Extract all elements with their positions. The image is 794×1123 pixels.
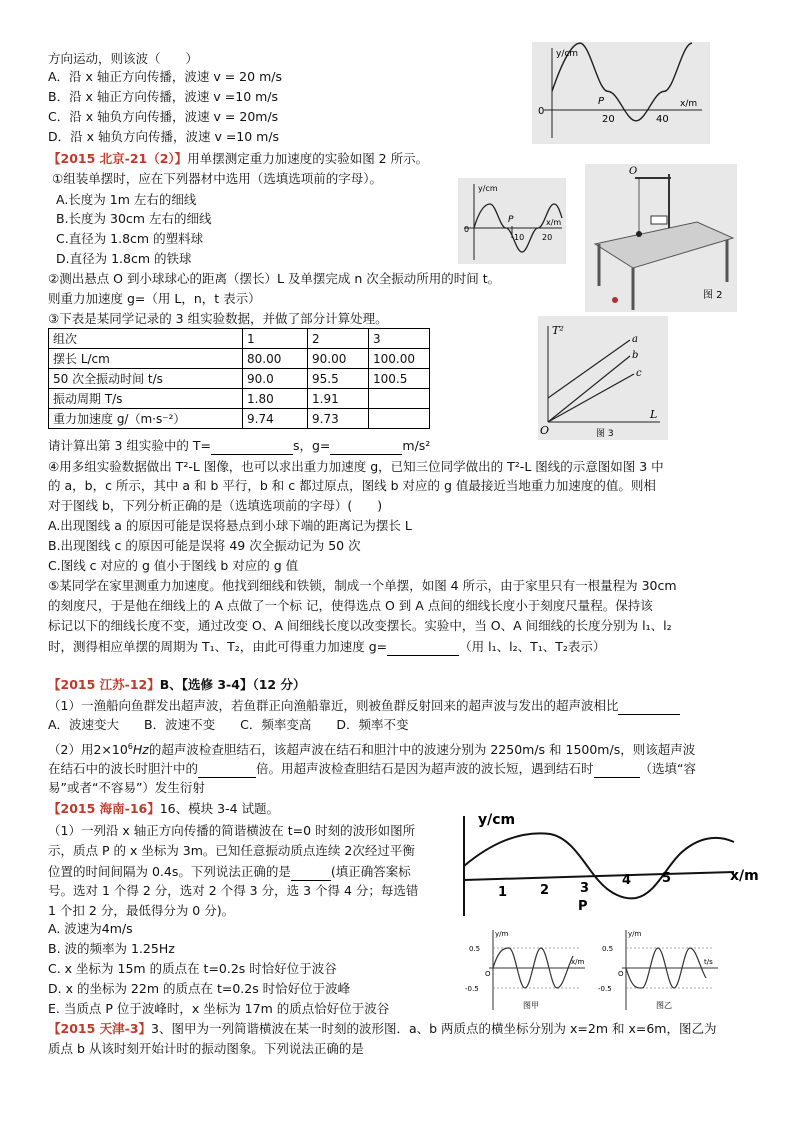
table-cell: 1.91 (308, 389, 369, 409)
q3-p1 (48, 696, 680, 715)
q2-header (48, 150, 428, 168)
q2-sub4-line3: 对于图线 b，下列分析正确的是（选填选项前的字母）( ) (48, 498, 383, 513)
experiment-data-table (48, 328, 430, 429)
figA-o: O (485, 970, 491, 978)
fig3-x-label: L (650, 408, 658, 421)
q1-fig-origin: 0 (538, 106, 545, 117)
q2-sub5-line3: 标记以下的细线长度不变，通过改变 O、A 间细线长度以改变摆长。实验中，当 O、A 间细线的长度分别为 l₁、l₂ (48, 618, 672, 633)
q4-line4: 号。选对 1 个得 2 分，选对 2 个得 3 分，选 3 个得 4 分；每选错 (48, 883, 419, 898)
q2-sub2a: ②测出悬点 O 到小球球心的距离（摆长）L 及单摆完成 n 次全振动所用的时间 t。 (48, 271, 501, 286)
q2-wave-t20: 20 (542, 233, 553, 242)
fig3-line-a: a (632, 334, 638, 345)
q1-option-c: C．沿 x 轴负方向传播，波速 v = 20m/s (48, 109, 279, 124)
q3-p2d: 倍。用超声波检查胆结石是因为超声波的波长短，遇到结石时 (256, 761, 594, 776)
table-header-cell: 2 (308, 329, 369, 349)
table-cell: 100.00 (369, 349, 430, 369)
table-cell: 80.00 (243, 349, 308, 369)
q4-opt-e: E. 当质点 P 位于波峰时，x 坐标为 17m 的质点恰好位于波谷 (48, 1001, 390, 1016)
table-header-cell: 1 (243, 329, 308, 349)
q4-opt-b: B. 波的频率为 1.25Hz (48, 941, 175, 956)
q3-p2-line3: 易”或者“不容易”）发生衍射 (48, 780, 205, 795)
answer-blank-g-formula[interactable] (387, 637, 459, 656)
figA-p5: 0.5 (469, 945, 481, 953)
table-cell: 1.80 (243, 389, 308, 409)
t2-l-graph-figure (538, 316, 668, 440)
q2-wave-y: y/cm (478, 184, 498, 193)
fig3-caption: 图 3 (596, 429, 614, 439)
q2-sub5-line1: ⑤某同学在家里测重力加速度。他找到细线和铁锁，制成一个单摆，如图 4 所示，由于家里只有一根量程为 30cm (48, 578, 677, 593)
q2-sub1: ①组装单摆时，应在下列器材中选用（选填选项前的字母）。 (52, 171, 382, 186)
q2-sub4-opt-b: B.出现图线 c 的原因可能是误将 49 次全振动记为 50 次 (48, 538, 361, 553)
q2-sub2b: 则重力加速度 g=（用 L，n，t 表示） (48, 291, 261, 306)
q4-fig-y: y/cm (478, 812, 516, 828)
table-cell: 重力加速度 g/（m·s⁻²） (49, 409, 243, 429)
q3-tag2: B、【选修 3-4】（12 分） (159, 677, 306, 692)
q1-option-d: D．沿 x 轴负方向传播，波速 v =10 m/s (48, 129, 280, 144)
q3-p2-line2 (48, 759, 696, 778)
q4-tag: 【2015 海南-16】 (48, 801, 160, 816)
figB-m5: -0.5 (598, 985, 612, 993)
table-cell: 摆长 L/cm (49, 349, 243, 369)
q3-p2c: 在结石中的波长时胆汁中的 (48, 761, 199, 776)
table-header-row (49, 329, 430, 349)
q2-sub5-line2: 的刻度尺，于是他在细线上的 A 点做了一个标 记，使得选点 O 到 A 点间的细线长度小于刻度尺量程。保持该 (48, 598, 653, 613)
q2-wave-t10: 10 (514, 233, 525, 242)
q4-wave-figure (460, 808, 770, 920)
table-header-cell: 3 (369, 329, 430, 349)
figA-x: x/m (571, 958, 585, 966)
q3-p1-text: （1）一渔船向鱼群发出超声波，若鱼群正向渔船靠近，则被鱼群反射回来的超声波与发出的超声波相比 (48, 698, 619, 713)
q3-p2e: （选填“容 (639, 761, 697, 776)
table-cell: 90.00 (308, 349, 369, 369)
q2-sub1-opt-b: B.长度为 30cm 左右的细线 (56, 211, 212, 226)
figA-caption: 图甲 (523, 1001, 539, 1010)
table-cell: 9.74 (243, 409, 308, 429)
q2-calc-line (48, 436, 430, 455)
q2-tag: 【2015 北京-21（2）】 (48, 151, 188, 166)
q2-sub4-line2: 的 a，b，c 所示，其中 a 和 b 平行，b 和 c 都过原点，图线 b 对应的 g 值最接近当地重力加速度的值。则相 (48, 478, 656, 493)
q3-p2-unit: Hz (132, 742, 149, 758)
q4-line5: 1 个扣 2 分，最低得分为 0 分)。 (48, 903, 235, 918)
q4-fig-n2: 2 (540, 883, 550, 898)
q4-opt-d: D. x 的坐标为 22m 的质点在 t=0.2s 时恰好位于波峰 (48, 981, 351, 996)
pendulum-apparatus-figure (585, 164, 737, 312)
q5-line1 (48, 1020, 716, 1038)
calc-t-label: 请计算出第 3 组实验中的 T= (48, 438, 211, 453)
q3-p2-prefix: （2）用2×10 (48, 742, 128, 758)
q1-fig-p: P (598, 96, 605, 107)
q2-wave-x: x/m (546, 218, 562, 227)
q4-opt-c: C. x 坐标为 15m 的质点在 t=0.2s 时恰好位于波谷 (48, 961, 337, 976)
tianjin-figure-b (596, 926, 726, 1014)
answer-blank-t[interactable] (211, 436, 293, 455)
figB-p5: 0.5 (602, 945, 614, 953)
fig3-line-c: c (636, 368, 642, 379)
q1-fig-x-label: x/m (680, 99, 698, 109)
table-row (49, 389, 430, 409)
q2-wave-origin: 0 (464, 225, 470, 234)
q1-fig-tick-40: 40 (656, 114, 669, 125)
q5-line1-text: 3、图甲为一列简谐横波在某一时刻的波形图．a、b 两质点的横坐标分别为 x=2m 和 x=6m，图乙为 (151, 1021, 717, 1036)
figA-m5: -0.5 (465, 985, 479, 993)
table-cell (369, 389, 430, 409)
q3-header (48, 676, 305, 694)
q1-stem: 方向运动，则该波（ ） (48, 51, 199, 66)
answer-blank-g[interactable] (330, 436, 402, 455)
figB-x: t/s (704, 958, 713, 966)
table-cell: 50 次全振动时间 t/s (49, 369, 243, 389)
q3-p2-text: 的超声波检查胆结石，该超声波在结石和胆汁中的波速分别为 2250m/s 和 1500m/s，则该超声波 (148, 742, 696, 758)
table-row (49, 369, 430, 389)
table-cell: 95.5 (308, 369, 369, 389)
q4-header (48, 800, 279, 818)
q1-fig-y-label: y/cm (556, 49, 579, 59)
calc-unit: m/s² (402, 438, 431, 453)
figB-caption: 图乙 (656, 1001, 672, 1010)
q2-wave-p: P (508, 215, 514, 225)
table-cell (369, 409, 430, 429)
table-cell: 振动周期 T/s (49, 389, 243, 409)
q2-sub4-opt-a: A.出现图线 a 的原因可能是误将悬点到小球下端的距离记为摆长 L (48, 518, 412, 533)
q5-tag: 【2015 天津-3】 (48, 1021, 152, 1036)
figB-o: O (618, 970, 624, 978)
tianjin-figure-a (463, 926, 593, 1014)
q2-sub5-line4 (48, 637, 605, 656)
q2-stem: 用单摆测定重力加速度的实验如图 2 所示。 (187, 151, 429, 166)
table-cell: 100.5 (369, 369, 430, 389)
calc-g-label: s，g= (292, 438, 331, 453)
sub5-end-hint: （用 l₁、l₂、T₁、T₂表示） (459, 639, 606, 654)
table-header-cell: 组次 (49, 329, 243, 349)
q4-fig-n3: 3 (580, 881, 590, 896)
q2-sub4-line1: ④用多组实验数据做出 T²-L 图像，也可以求出重力加速度 g，已知三位同学做出的 T²-L 图线的示意图如图 3 中 (48, 459, 664, 474)
sub5-end-text: 时，测得相应单摆的周期为 T₁、T₂，由此可得重力加速度 g= (48, 639, 388, 654)
fig3-origin: O (540, 424, 550, 437)
figA-y: y/m (495, 930, 509, 938)
q4-line2: 示，质点 P 的 x 坐标为 3m。已知任意振动质点连续 2次经过平衡 (48, 843, 415, 858)
fig3-line-b: b (632, 350, 639, 361)
fig2-caption: 图 2 (703, 290, 723, 301)
fig3-y-label: T² (552, 324, 564, 337)
q4-fig-n5: 5 (662, 871, 672, 886)
q1-fig-tick-20: 20 (602, 114, 615, 125)
table-cell: 9.73 (308, 409, 369, 429)
q5-line2: 质点 b 从该时刻开始计时的振动图象。下列说法正确的是 (48, 1041, 364, 1056)
q4-fig-x: x/m (730, 868, 759, 884)
table-cell: 90.0 (243, 369, 308, 389)
q4-fig-n4: 4 (622, 873, 632, 888)
answer-blank-q3-3[interactable] (594, 759, 640, 778)
table-row (49, 349, 430, 369)
q3-p2-exp: 6 (127, 742, 133, 751)
q4-tag2: 16、模块 3-4 试题。 (159, 801, 280, 816)
q3-tag: 【2015 江苏-12】 (48, 677, 160, 692)
table-row (49, 409, 430, 429)
q4-line3-text: 位置的时间间隔为 0.4s。下列说法正确的是 (48, 864, 291, 879)
q2-wave-figure (458, 178, 566, 264)
q4-opt-a: A. 波速为4m/s (48, 921, 133, 936)
q3-p2-line1 (48, 738, 695, 759)
q4-line3-end: (填正确答案标 (330, 864, 411, 879)
q3-p1-options: A．波速变大 B．波速不变 C．频率变高 D．频率不变 (48, 717, 409, 732)
q1-wave-figure (532, 42, 710, 144)
answer-blank-q4[interactable] (291, 862, 331, 881)
q2-sub1-opt-d: D.直径为 1.8cm 的铁球 (56, 251, 192, 266)
q4-fig-p: P (578, 899, 588, 914)
q4-line3 (48, 862, 411, 881)
q2-sub1-opt-a: A.长度为 1m 左右的细线 (56, 192, 197, 207)
q2-sub3: ③下表是某同学记录的 3 组实验数据，并做了部分计算处理。 (48, 311, 388, 326)
figB-y: y/m (628, 930, 642, 938)
answer-blank-q3-1[interactable] (618, 696, 680, 715)
q2-sub1-opt-c: C.直径为 1.8cm 的塑料球 (56, 231, 204, 246)
q1-option-b: B．沿 x 轴正方向传播，波速 v =10 m/s (48, 89, 279, 104)
q1-option-a: A．沿 x 轴正方向传播，波速 v = 20 m/s (48, 69, 282, 84)
fig2-point-o: O (629, 166, 638, 177)
q4-line1: （1）一列沿 x 轴正方向传播的简谐横波在 t=0 时刻的波形如图所 (48, 823, 416, 838)
answer-blank-q3-2[interactable] (198, 759, 256, 778)
q4-fig-n1: 1 (498, 885, 508, 900)
q2-sub4-opt-c: C.图线 c 对应的 g 值小于图线 b 对应的 g 值 (48, 558, 299, 573)
